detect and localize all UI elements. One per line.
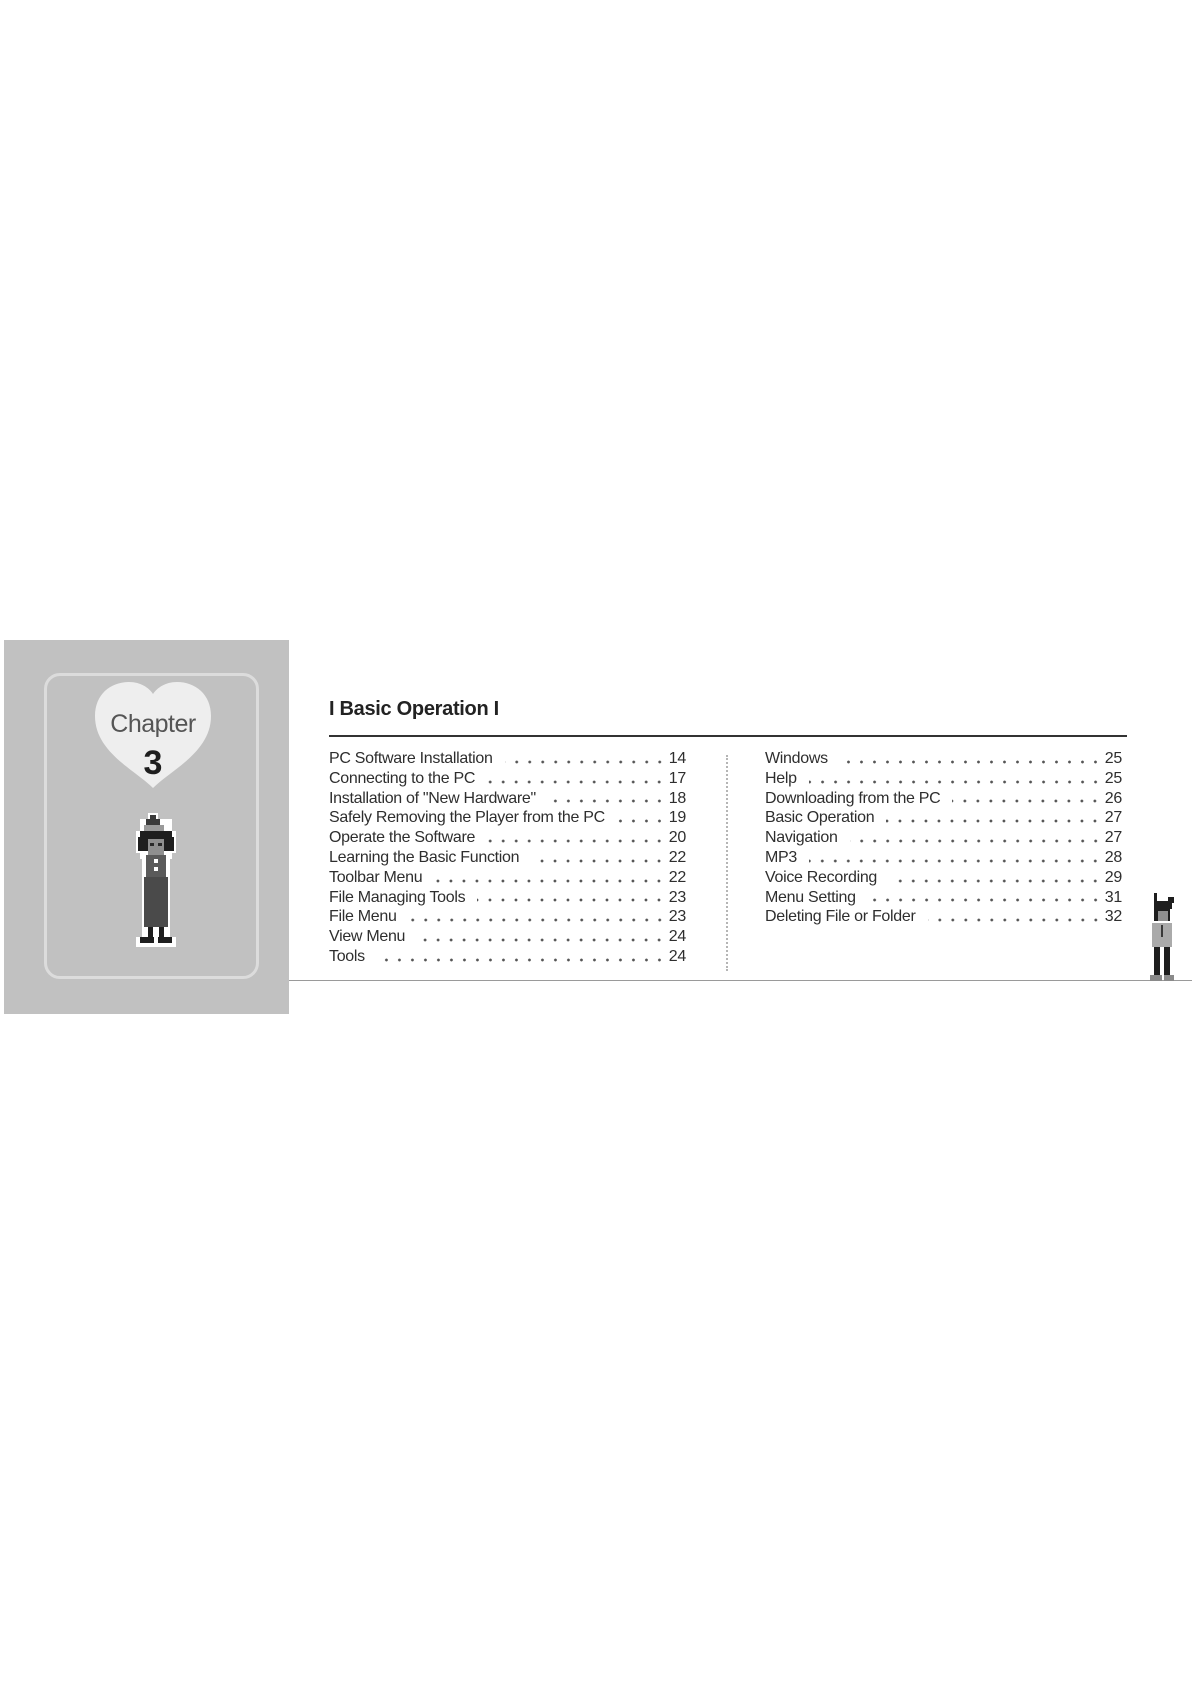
toc-dot-leader xyxy=(889,878,1102,884)
toc-entry-label: Navigation xyxy=(765,829,838,847)
toc-entry[interactable] xyxy=(329,828,686,848)
toc-page-number: 22 xyxy=(668,868,686,886)
section-title: I Basic Operation I xyxy=(329,698,499,720)
toc-left-column xyxy=(329,749,686,967)
toc-entry-label: MP3 xyxy=(765,848,797,866)
toc-entry[interactable] xyxy=(329,888,686,908)
toc-dot-leader xyxy=(886,818,1101,824)
toc-dot-leader xyxy=(952,798,1101,804)
toc-entry-label: Deleting File or Folder xyxy=(765,908,916,926)
toc-entry[interactable] xyxy=(329,848,686,868)
toc-page-number: 32 xyxy=(1104,908,1122,926)
toc-page-number: 27 xyxy=(1104,809,1122,827)
toc-entry[interactable] xyxy=(329,868,686,888)
toc-entry[interactable] xyxy=(765,907,1122,927)
toc-page-number: 14 xyxy=(668,750,686,767)
toc-page-number: 22 xyxy=(668,848,686,866)
toc-entry[interactable] xyxy=(765,888,1122,908)
toc-entry[interactable] xyxy=(765,808,1122,828)
toc-entry-label: PC Software Installation xyxy=(329,750,493,767)
toc-entry[interactable] xyxy=(329,789,686,809)
toc-dot-leader xyxy=(505,759,666,765)
toc-dot-leader xyxy=(409,917,666,923)
toc-entry-label: Downloading from the PC xyxy=(765,789,941,807)
toc-dot-leader xyxy=(548,798,666,804)
toc-entry-label: View Menu xyxy=(329,928,406,946)
toc-entry[interactable] xyxy=(765,848,1122,868)
toc-entry-label: Basic Operation xyxy=(765,809,875,827)
toc-entry-label: Menu Setting xyxy=(765,888,856,906)
toc-page-number: 27 xyxy=(1104,829,1122,847)
toc-entry-label: Voice Recording xyxy=(765,868,878,886)
toc-entry-label: Safely Removing the Player from the PC xyxy=(329,809,605,827)
toc-page-number: 26 xyxy=(1104,789,1122,807)
toc-dot-leader xyxy=(434,878,665,884)
toc-entry[interactable] xyxy=(765,828,1122,848)
toc-entry[interactable] xyxy=(765,789,1122,809)
toc-dot-leader xyxy=(868,897,1102,903)
toc-entry[interactable] xyxy=(765,749,1122,769)
toc-entry-label: Connecting to the PC xyxy=(329,769,476,787)
title-rule xyxy=(329,735,1127,737)
toc-entry-label: Learning the Basic Function xyxy=(329,848,520,866)
toc-dot-leader xyxy=(617,818,666,824)
toc-entry[interactable] xyxy=(765,868,1122,888)
chapter-panel xyxy=(4,640,289,1014)
toc-entry-label: Operate the Software xyxy=(329,829,476,847)
toc-entry[interactable] xyxy=(329,808,686,828)
toc-page-number: 20 xyxy=(668,829,686,847)
toc-dot-leader xyxy=(850,838,1102,844)
toc-page-number: 24 xyxy=(668,928,686,946)
toc-entry[interactable] xyxy=(329,907,686,927)
toc-entry-label: File Managing Tools xyxy=(329,888,466,906)
toc-dot-leader xyxy=(417,937,666,943)
pixel-girl-illustration xyxy=(132,813,180,949)
toc-page-number: 29 xyxy=(1104,868,1122,886)
toc-page-number: 28 xyxy=(1104,848,1122,866)
toc-entry[interactable] xyxy=(329,927,686,947)
toc-page-number: 23 xyxy=(668,908,686,926)
toc-entry[interactable] xyxy=(329,769,686,789)
toc-dot-leader xyxy=(487,779,666,785)
toc-page-number: 25 xyxy=(1104,750,1122,767)
toc-page-number: 18 xyxy=(668,789,686,807)
toc-dot-leader xyxy=(809,858,1102,864)
toc-right-column xyxy=(765,749,1122,927)
bottom-rule xyxy=(289,980,1192,981)
toc-dot-leader xyxy=(531,858,666,864)
pixel-boy-illustration xyxy=(1148,893,1176,981)
column-divider xyxy=(726,755,728,971)
toc-entry-label: Tools xyxy=(329,947,365,965)
toc-dot-leader xyxy=(377,957,666,963)
toc-dot-leader xyxy=(477,897,665,903)
toc-entry[interactable] xyxy=(329,749,686,769)
toc-page-number: 19 xyxy=(668,809,686,827)
toc-entry-label: Toolbar Menu xyxy=(329,868,423,886)
toc-entry-label: Help xyxy=(765,769,797,787)
toc-entry[interactable] xyxy=(329,947,686,967)
toc-entry-label: Windows xyxy=(765,750,828,767)
toc-dot-leader xyxy=(809,779,1102,785)
chapter-number: 3 xyxy=(143,744,163,782)
chapter-label: Chapter xyxy=(110,710,196,738)
toc-page-number: 25 xyxy=(1104,769,1122,787)
toc-entry[interactable] xyxy=(765,769,1122,789)
toc-page-number: 23 xyxy=(668,888,686,906)
toc-page-number: 24 xyxy=(668,947,686,965)
toc-entry-label: File Menu xyxy=(329,908,397,926)
toc-entry-label: Installation of "New Hardware" xyxy=(329,789,536,807)
toc-dot-leader xyxy=(487,838,666,844)
toc-dot-leader xyxy=(928,917,1102,923)
toc-page-number: 17 xyxy=(668,769,686,787)
toc-dot-leader xyxy=(840,759,1102,765)
toc-page-number: 31 xyxy=(1104,888,1122,906)
